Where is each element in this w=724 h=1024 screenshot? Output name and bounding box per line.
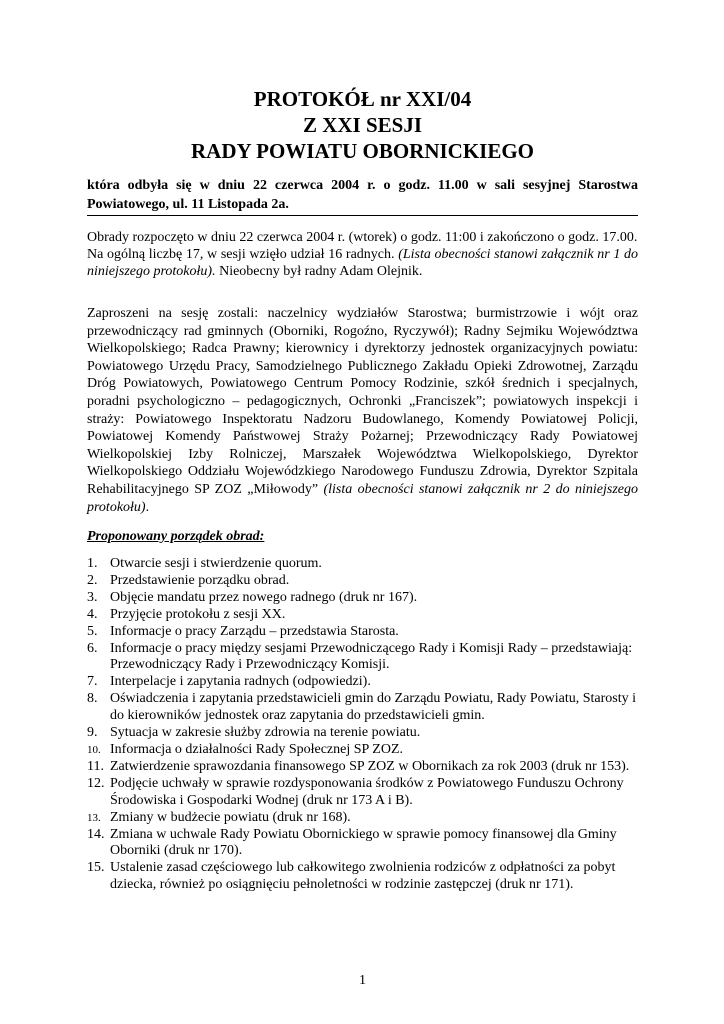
list-item	[87, 590, 647, 607]
item-text: Sytuacja w zakresie służby zdrowia na terenie powiatu.	[110, 725, 421, 741]
item-text: Podjęcie uchwały w sprawie rozdysponowania środków z Powiatowego Funduszu Ochrony Środowiska i Gospodarki Wodnej (druk nr 173 A i B).	[110, 775, 624, 808]
intro-paragraph-2	[87, 246, 638, 280]
list-item	[87, 776, 647, 810]
absence-text: Nieobecny był radny Adam Olejnik.	[219, 264, 423, 279]
attendance-text: Na ogólną liczbę 17, w sesji wzięło udział 16 radnych.	[87, 247, 395, 262]
attendance-note: (Lista obecności stanowi załącznik nr 1 do niniejszego protokołu).	[87, 247, 638, 279]
item-number: 13.	[87, 811, 101, 824]
item-text: Przedstawienie porządku obrad.	[110, 572, 290, 588]
invited-note: (lista obecności stanowi załącznik nr 2 do niniejszego protokołu)	[87, 481, 639, 515]
list-item	[87, 860, 647, 894]
item-number: 11.	[87, 758, 104, 774]
item-text: Interpelacje i zapytania radnych (odpowiedzi).	[110, 674, 371, 690]
document-title	[87, 86, 638, 164]
intro-paragraph-1: Obrady rozpoczęto w dniu 22 czerwca 2004 r. (wtorek) o godz. 11:00 i zakończono o godz. 17.00.	[87, 230, 638, 245]
item-text: Informacje o pracy Zarządu – przedstawia Starosta.	[110, 623, 399, 639]
item-text: Ustalenie zasad częściowego lub całkowitego zwolnienia rodziców z odpłatności za pobyt dziecka, również po osiągnięciu pełnoletności w rodzinie zastępczej (druk nr 171).	[110, 860, 616, 893]
item-number: 7.	[87, 674, 98, 690]
session-subtitle	[87, 176, 638, 216]
item-number: 9.	[87, 725, 98, 741]
list-item	[87, 556, 647, 573]
subtitle-line-2: Powiatowego, ul. 11 Listopada 2a.	[87, 197, 289, 212]
item-number: 2.	[87, 572, 98, 588]
item-number: 5.	[87, 623, 98, 639]
item-text: Zmiany w budżecie powiatu (druk nr 168).	[110, 809, 351, 825]
item-text: Otwarcie sesji i stwierdzenie quorum.	[110, 556, 322, 571]
item-number: 1.	[87, 556, 98, 571]
list-item	[87, 691, 647, 725]
invited-end: .	[145, 499, 150, 515]
item-number: 12.	[87, 775, 105, 791]
item-number: 15.	[87, 860, 105, 876]
title-line-2: Z XXI SESJI	[302, 113, 423, 137]
item-number: 4.	[87, 606, 98, 622]
title-line-1: PROTOKÓŁ nr XXI/04	[253, 87, 472, 111]
item-text: Objęcie mandatu przez nowego radnego (druk nr 167).	[110, 589, 418, 605]
agenda-title: Proponowany porządek obrad:	[87, 529, 265, 544]
item-number: 6.	[87, 640, 98, 656]
list-item	[87, 725, 647, 742]
list-item	[87, 641, 647, 675]
list-item	[87, 573, 647, 590]
list-item	[87, 827, 647, 861]
item-number: 3.	[87, 589, 98, 605]
list-item	[87, 742, 647, 759]
page-number: 1	[359, 973, 366, 988]
item-text: Informacja o działalności Rady Społecznej SP ZOZ.	[110, 741, 404, 757]
item-text: Oświadczenia i zapytania przedstawicieli gmin do Zarządu Powiatu, Rady Powiatu, Starosty i do kierowników jednostek oraz zapytania do przedstawicieli gmin.	[110, 691, 637, 724]
list-item	[87, 674, 647, 691]
list-item	[87, 607, 647, 624]
item-number: 10.	[87, 743, 101, 756]
title-line-3: RADY POWIATU OBORNICKIEGO	[190, 139, 535, 163]
item-text: Zmiana w uchwale Rady Powiatu Obornickiego w sprawie pomocy finansowej dla Gminy Oborniki (druk nr 170).	[110, 826, 617, 859]
item-text: Informacje o pracy między sesjami Przewodniczącego Rady i Komisji Rady – przedstawiają: Przewodniczący Rady i Przewodniczący Komisji.	[110, 640, 633, 673]
item-number: 8.	[87, 691, 98, 707]
agenda-list	[87, 556, 647, 894]
subtitle-line-1: która odbyła się w dniu 22 czerwca 2004 r. o godz. 11.00 w sali sesyjnej Starostwa	[87, 178, 638, 193]
item-text: Zatwierdzenie sprawozdania finansowego SP ZOZ w Obornikach za rok 2003 (druk nr 153).	[110, 758, 630, 774]
list-item	[87, 810, 647, 827]
invited-paragraph	[87, 305, 638, 516]
list-item	[87, 759, 647, 776]
item-number: 14.	[87, 826, 105, 842]
list-item	[87, 624, 647, 641]
item-text: Przyjęcie protokołu z sesji XX.	[110, 606, 286, 622]
invited-text: Zaproszeni na sesję zostali: naczelnicy wydziałów Starostwa; burmistrzowie i wójt oraz przewodniczący rad gminnych (Oborniki, Rogoźno, Ryczywół); Radny Sejmiku Województwa Wielkopolskiego; Radca Prawny; kierownicy i dyrektorzy jednostek organizacyjnych powiatu: Powiatowego Urzędu Pracy, Samodzielnego Publicznego Zakładu Opieki Zdrowotnej, Zarządu Dróg Powiatowych, Powiatowego Centrum Pomocy Rodzinie, szkół średnich i specjalnych, poradni psychologiczno – pedagogicznych, Ochronki „Franciszek”; powiatowych inspekcji i straży: Powiatowego Inspektoratu Nadzoru Budowlanego, Komendy Powiatowej Policji, Powiatowej Komendy Państwowej Straży Pożarnej; Przewodniczący Rady Powiatowej Wielkopolskiej Izby Rolniczej, Marszałek Województwa Wielkopolskiego, Dyrektor Wielkopolskiego Oddziału Wojewódzkiego Narodowego Funduszu Zdrowia, Dyrektor Szpitala Rehabilitacyjnego SP ZOZ „Miłowody”	[87, 306, 638, 497]
intro-section	[87, 229, 638, 280]
